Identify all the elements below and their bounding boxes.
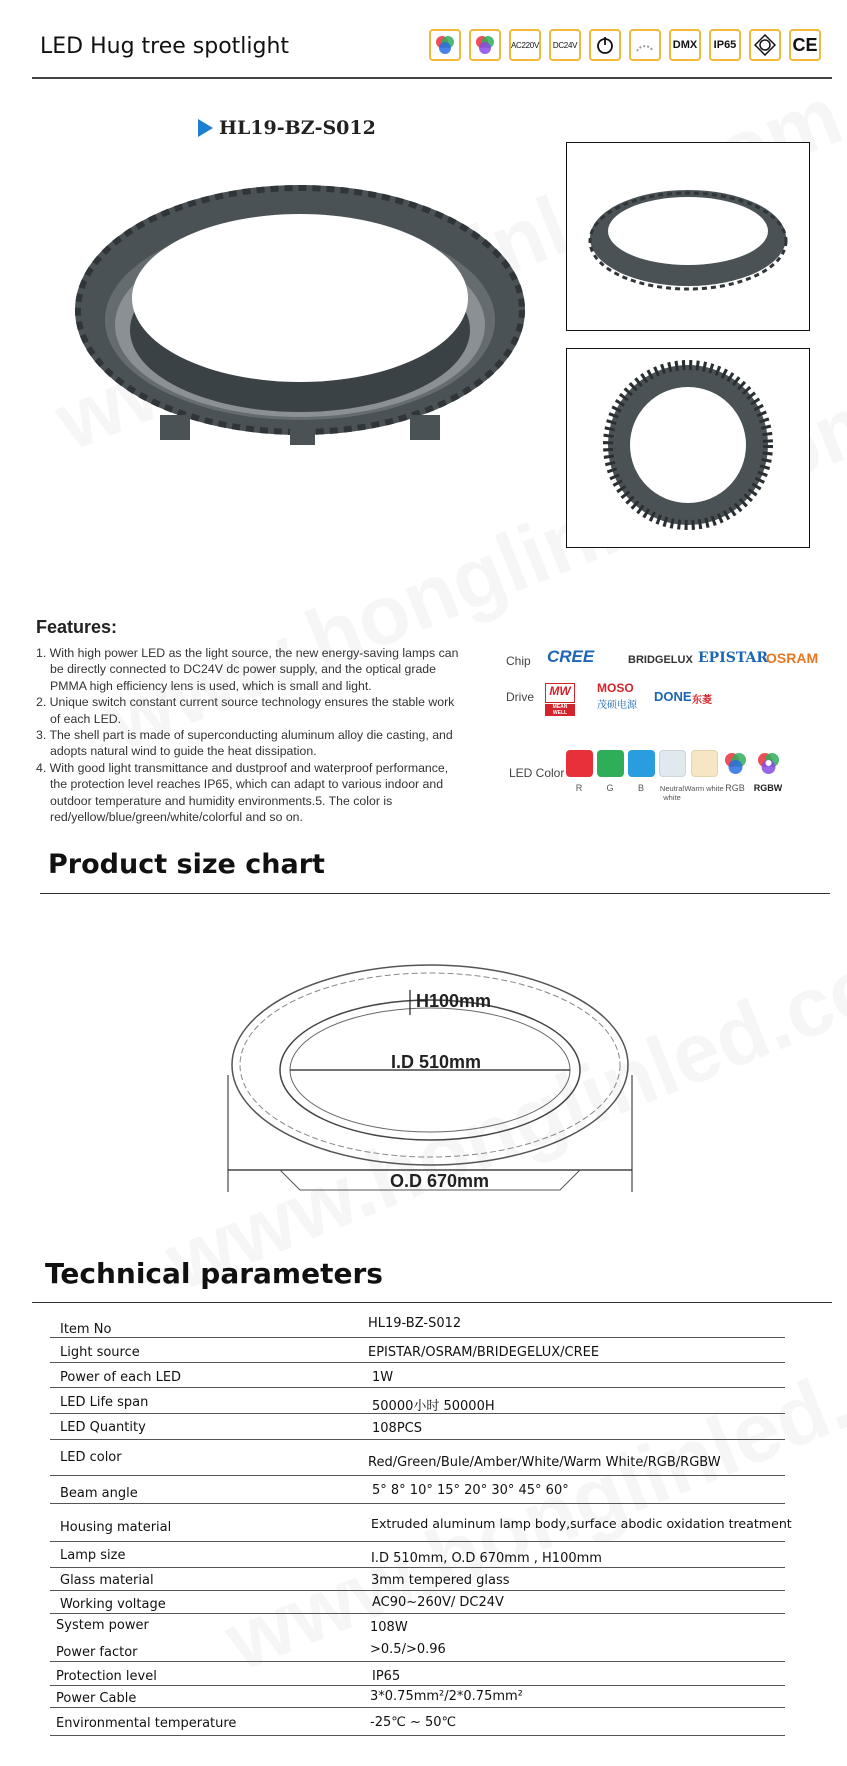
tech-params-divider bbox=[32, 1302, 832, 1303]
product-main-photo bbox=[60, 180, 540, 480]
features-list bbox=[36, 645, 466, 825]
tech-params-table bbox=[50, 1310, 792, 1736]
param-value: 5° 8° 10° 15° 20° 30° 45° 60° bbox=[372, 1483, 569, 1498]
param-value: 1W bbox=[372, 1370, 394, 1385]
brand-meanwell-logo: MW bbox=[545, 683, 575, 703]
table-row bbox=[50, 1568, 785, 1591]
color-swatch-green bbox=[597, 750, 624, 777]
arrow-icon bbox=[198, 119, 213, 137]
dc24v-icon: DC24V bbox=[549, 29, 581, 61]
header-divider bbox=[32, 77, 832, 79]
table-row bbox=[50, 1542, 785, 1568]
tech-params-title: Technical parameters bbox=[45, 1257, 383, 1290]
param-value: Red/Green/Bule/Amber/White/Warm White/RGB/RGBW bbox=[368, 1455, 721, 1470]
param-value: EPISTAR/OSRAM/BRIDEGELUX/CREE bbox=[368, 1345, 600, 1360]
brand-moso: MOSO bbox=[597, 681, 634, 695]
table-row bbox=[50, 1686, 785, 1708]
features-title: Features: bbox=[36, 617, 118, 637]
color-label: B bbox=[637, 783, 644, 793]
param-value: AC90~260V/ DC24V bbox=[372, 1595, 504, 1610]
color-label: R bbox=[575, 783, 583, 793]
table-row bbox=[50, 1388, 785, 1414]
led-color-label: LED Color bbox=[509, 766, 565, 780]
param-key: Power of each LED bbox=[60, 1370, 182, 1385]
color-label: Neutral white bbox=[659, 784, 685, 802]
param-value: I.D 510mm, O.D 670mm , H100mm bbox=[371, 1551, 602, 1566]
dmx-icon: DMX bbox=[669, 29, 701, 61]
dimming-icon bbox=[629, 29, 661, 61]
rgbw-color-icon bbox=[469, 29, 501, 61]
brand-osram: OSRAM bbox=[766, 650, 819, 666]
table-row bbox=[50, 1440, 785, 1476]
chip-label: Chip bbox=[506, 654, 531, 668]
list-item: 2. Unique switch constant current source technology ensures the stable work of each LED. bbox=[36, 695, 455, 726]
param-key: Protection level bbox=[56, 1669, 157, 1684]
list-item: 3. The shell part is made of superconducting aluminum alloy die casting, and adopts natural wind to guide the heat dissipation. bbox=[36, 728, 453, 759]
color-swatch-rgb bbox=[722, 750, 749, 777]
drive-label: Drive bbox=[506, 690, 535, 704]
param-key: Power factor bbox=[56, 1645, 138, 1660]
brand-bridgelux: BRIDGELUX bbox=[628, 654, 693, 666]
table-row bbox=[50, 1614, 785, 1636]
brand-epistar: EPISTAR bbox=[698, 650, 769, 666]
param-key: Working voltage bbox=[60, 1597, 166, 1612]
param-value: 3*0.75mm²/2*0.75mm² bbox=[370, 1689, 523, 1704]
inner-diameter-dimension: I.D 510mm bbox=[391, 1052, 482, 1072]
product-thumbnail-angle[interactable] bbox=[566, 142, 810, 331]
size-chart-title: Product size chart bbox=[48, 849, 325, 880]
page-title: LED Hug tree spotlight bbox=[40, 34, 290, 59]
param-key: Lamp size bbox=[60, 1548, 126, 1563]
param-key: Power Cable bbox=[56, 1691, 137, 1706]
param-key: Housing material bbox=[60, 1520, 172, 1535]
param-key: LED color bbox=[60, 1450, 122, 1465]
param-value: HL19-BZ-S012 bbox=[368, 1316, 462, 1331]
outer-diameter-dimension: O.D 670mm bbox=[390, 1171, 490, 1191]
param-key: LED Life span bbox=[60, 1395, 149, 1410]
param-value: -25℃ ~ 50℃ bbox=[370, 1715, 457, 1730]
height-dimension: H100mm bbox=[416, 991, 492, 1011]
color-label: Warm white bbox=[684, 784, 724, 793]
param-key: Beam angle bbox=[60, 1486, 138, 1501]
list-item: 1. With high power LED as the light source, the new energy-saving lamps can be directly connected to DC24V dc power supply, and the optical grade PMMA high efficiency lens is used, which is small and light. bbox=[36, 646, 459, 693]
table-row bbox=[50, 1476, 785, 1504]
param-value: 3mm tempered glass bbox=[371, 1573, 510, 1588]
table-row bbox=[50, 1662, 785, 1686]
color-label: RGBW bbox=[753, 783, 783, 793]
ccc-icon bbox=[749, 29, 781, 61]
param-key: System power bbox=[56, 1618, 149, 1633]
table-row bbox=[50, 1636, 785, 1662]
header bbox=[0, 0, 847, 80]
table-row bbox=[50, 1363, 785, 1388]
rgb-color-icon bbox=[429, 29, 461, 61]
certification-icons bbox=[429, 29, 821, 61]
table-row bbox=[50, 1414, 785, 1440]
color-label: RGB bbox=[725, 783, 745, 793]
color-swatch-rgbw bbox=[755, 750, 782, 777]
param-value: Extruded aluminum lamp body,surface abodic oxidation treatment bbox=[371, 1516, 792, 1531]
table-row bbox=[50, 1338, 785, 1363]
param-value: 50000小时 50000H bbox=[372, 1399, 495, 1414]
ip65-icon: IP65 bbox=[709, 29, 741, 61]
model-heading bbox=[198, 117, 376, 139]
brand-meanwell: MEAN WELL bbox=[545, 704, 575, 716]
param-value: IP65 bbox=[372, 1669, 401, 1684]
color-swatch-warm-white bbox=[691, 750, 718, 777]
param-value: 108PCS bbox=[372, 1421, 422, 1436]
power-icon bbox=[589, 29, 621, 61]
table-row bbox=[50, 1591, 785, 1614]
param-value: >0.5/>0.96 bbox=[370, 1642, 446, 1657]
ac220v-icon: AC220V bbox=[509, 29, 541, 61]
color-swatch-red bbox=[566, 750, 593, 777]
param-key: Glass material bbox=[60, 1573, 154, 1588]
size-chart-divider bbox=[40, 893, 830, 894]
table-row bbox=[50, 1504, 792, 1542]
brand-cree: CREE bbox=[547, 647, 595, 666]
color-label: G bbox=[606, 783, 614, 793]
brand-done: DONE bbox=[654, 689, 692, 704]
param-value: 108W bbox=[370, 1620, 408, 1635]
param-key: LED Quantity bbox=[60, 1420, 146, 1435]
list-item: 4. With good light transmittance and dustproof and waterproof performance, the protection level reaches IP65, which can adapt to various indoor and outdoor temperature and humidity environments.5. The color is red/yellow/blue/green/white/colorful and so on. bbox=[36, 760, 449, 825]
color-swatch-neutral-white bbox=[659, 750, 686, 777]
param-key: Environmental temperature bbox=[56, 1716, 237, 1731]
brand-done-cn: 东菱 bbox=[692, 695, 712, 706]
brand-moso-cn: 茂硕电源 bbox=[597, 700, 637, 711]
ce-icon: CE bbox=[789, 29, 821, 61]
model-number: HL19-BZ-S012 bbox=[219, 117, 376, 139]
product-thumbnail-top[interactable] bbox=[566, 348, 810, 548]
color-swatch-blue bbox=[628, 750, 655, 777]
table-row bbox=[50, 1310, 785, 1338]
param-key: Item No bbox=[60, 1322, 112, 1337]
table-row bbox=[50, 1708, 785, 1736]
param-key: Light source bbox=[60, 1345, 140, 1360]
